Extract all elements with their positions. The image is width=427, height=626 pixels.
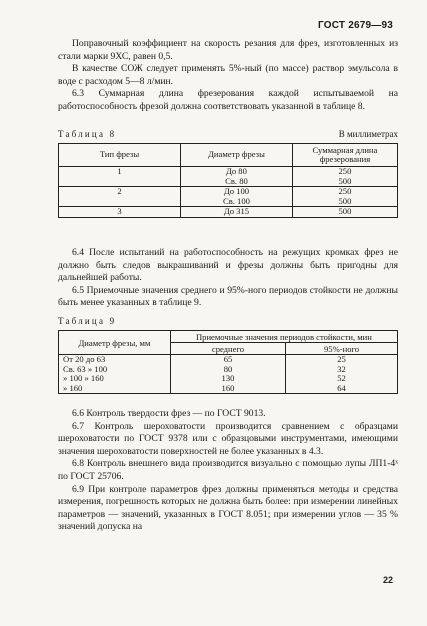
paragraph-6-9: 6.9 При контроле параметров фрез должны применяться методы и средства измерения, погрешность которых не должна быть более: при измерении линейных параметров — значений, указанных в ГОСТ 8.051; при измерении углов — 35 % значений допуска на: [58, 483, 398, 533]
table8-cell-length: 250: [292, 187, 397, 197]
table8-cell-length: 500: [292, 197, 397, 207]
table9-cell-95: 32: [286, 365, 398, 375]
table8-caption-row: [58, 129, 398, 139]
table8-cell-diameter: До 80: [181, 167, 293, 177]
table9-cell-diameter: От 20 до 63: [59, 355, 171, 365]
table-9: [58, 330, 398, 394]
table8-header-row: [59, 144, 398, 167]
paragraph-6-6: 6.6 Контроль твердости фрез — по ГОСТ 9013.: [72, 408, 266, 419]
table8-cell-diameter: Св. 100: [181, 197, 293, 207]
paragraph-6-4: 6.4 После испытаний на работоспособность на режущих кромках фрез не должно быть следов выкрашиваний и фрезы должны быть пригодны для дальнейшей работы.: [58, 247, 398, 284]
table9-caption-row: [58, 316, 398, 326]
paragraph-6-5: 6.5 Приемочные значения среднего и 95%-ного периодов стойкости не должны быть менее указанных в таблице 9.: [58, 284, 398, 309]
table9-cell-95: 64: [286, 384, 398, 394]
paragraph-coolant: В качестве СОЖ следует применять 5%-ный (по массе) раствор эмульсола в воде с расходом 5—8 л/мин.: [58, 63, 398, 87]
table-row: [59, 384, 398, 394]
page-number: 22: [382, 575, 393, 585]
table8-cell-length: 500: [292, 207, 397, 218]
table9-cell-average: 80: [170, 365, 285, 375]
table8-cell-type: 3: [59, 207, 181, 218]
page-header-standard: ГОСТ 2679—93: [318, 20, 393, 31]
paragraph-correction-factor: Поправочный коэффициент на скорость резания для фрез, изготовленных из стали марки 9ХС, равен 0,5.: [58, 38, 398, 62]
table9-cell-average: 65: [170, 355, 285, 365]
table8-cell-diameter: До 315: [181, 207, 293, 218]
table-row: [59, 207, 398, 218]
table9-header-average: среднего: [170, 343, 285, 355]
table8-header-diameter: Диаметр фрезы: [181, 144, 293, 167]
table9-header-95: 95%-ного: [286, 343, 398, 355]
table9-header-group: Приемочные значения периодов стойкости, мин: [170, 331, 397, 343]
table9-header-diameter: Диаметр фрезы, мм: [59, 331, 171, 355]
table8-cell-length: 500: [292, 177, 397, 187]
table8-header-length: Суммарная длина фрезерования: [292, 144, 397, 167]
table9-cell-95: 52: [286, 374, 398, 384]
table8-caption: Таблица 8: [58, 129, 117, 139]
table8-cell-diameter: До 100: [181, 187, 293, 197]
table8-cell-type: 1: [59, 167, 181, 187]
table8-header-type: Тип фрезы: [59, 144, 181, 167]
bottom-text-block: [58, 408, 398, 534]
table9-cell-diameter: » 160: [59, 384, 171, 394]
table9-cell-95: 25: [286, 355, 398, 365]
paragraph-6-3: 6.3 Суммарная длина фрезерования каждой испытываемой на работоспособность фрезой должна соответствовать указанной в таблице 8.: [58, 88, 398, 112]
table8-unit: В миллиметрах: [338, 129, 398, 139]
top-text-block: [58, 38, 398, 114]
table8-cell-type: 2: [59, 187, 181, 207]
table9-cell-diameter: Св. 63 » 100: [59, 365, 171, 375]
paragraph-6-8: 6.8 Контроль внешнего вида производится визуально с помощью лупы ЛП1-4ˣ по ГОСТ 25706.: [58, 458, 398, 482]
table9-cell-average: 130: [170, 374, 285, 384]
table9-caption: Таблица 9: [58, 316, 117, 326]
paragraph-6-7: 6.7 Контроль шероховатости производится сравнением с образцами шероховатости по ГОСТ 9378 или с образцовыми инструментами, имеющими значения шероховатости поверхностей не более указанных в 4.3.: [58, 420, 398, 457]
table9-header-row: [59, 331, 398, 343]
table8-cell-diameter: Св. 80: [181, 177, 293, 187]
middle-text-block: [58, 247, 398, 310]
table9-cell-average: 160: [170, 384, 285, 394]
table-8: [58, 143, 398, 218]
table9-cell-diameter: » 100 » 160: [59, 374, 171, 384]
table8-cell-length: 250: [292, 167, 397, 177]
